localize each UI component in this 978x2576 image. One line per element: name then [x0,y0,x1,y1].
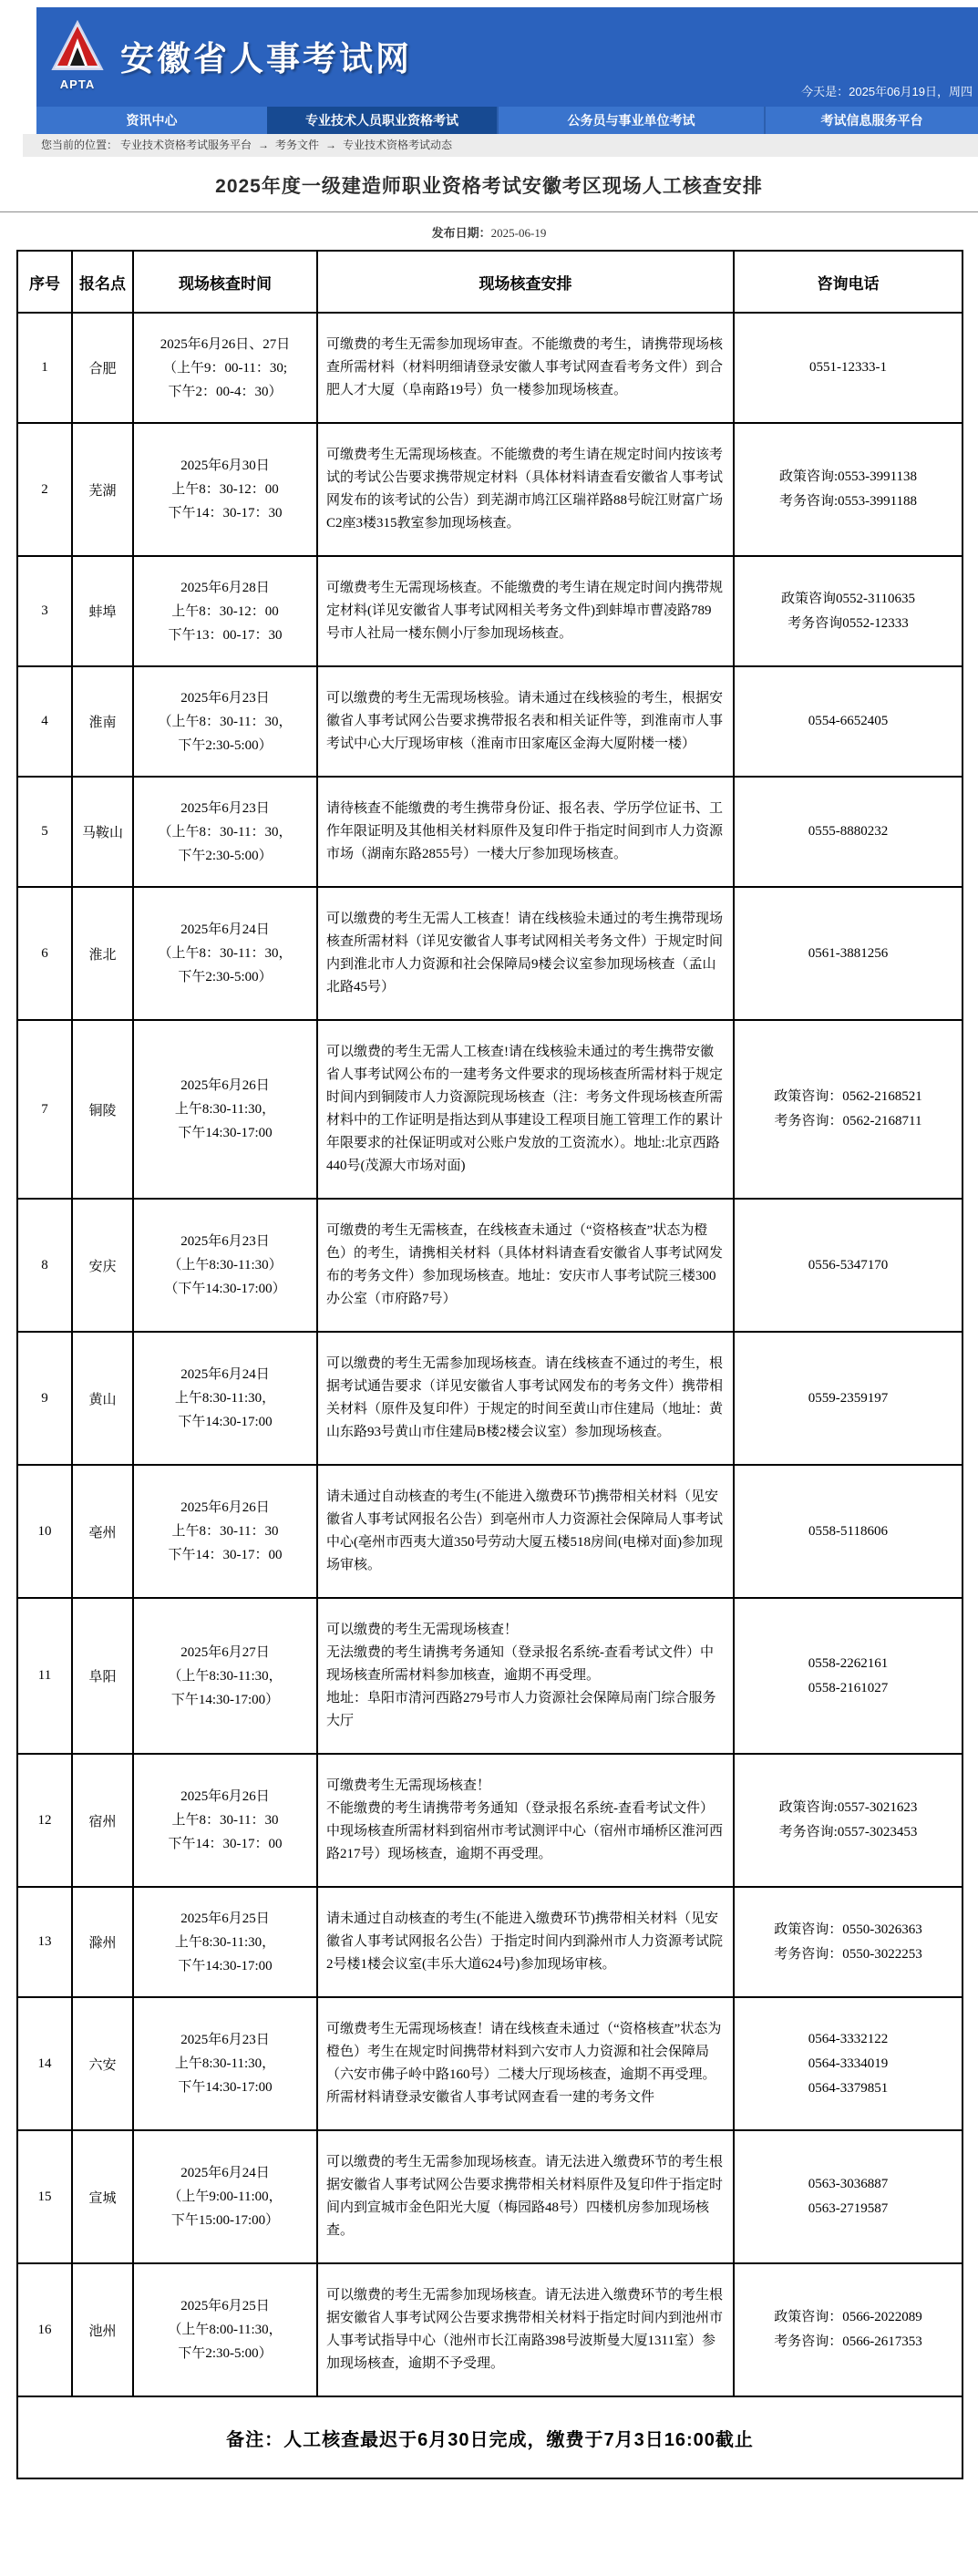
table-row [17,1754,963,1887]
table-row [17,2130,963,2263]
table-row [17,1598,963,1754]
breadcrumb-arrow-icon: → [325,139,337,151]
breadcrumb-link-service-platform[interactable]: 专业技术资格考试服务平台 [120,139,252,151]
table-row [17,1332,963,1465]
site-title: 安徽省人事考试网 [120,40,412,77]
bottom-margin [0,2479,978,2485]
cell-phone: 0563-3036887 0563-2719587 [734,2130,963,2263]
cell-arrangement: 可以缴费的考生无需参加现场核查。请无法进入缴费环节的考生根据安徽省人事考试网公告要求携带相关材料于指定时间内到池州市人事考试指导中心（池州市长江南路398号波斯曼大厦1311室）参加现场核查，逾期不予受理。 [317,2263,734,2396]
table-row [17,423,963,556]
col-header-arrangement: 现场核查安排 [317,251,734,313]
cell-site: 六安 [72,1997,133,2130]
today-date: 今天是：2025年06月19日，周四 [801,85,973,98]
cell-time: 2025年6月26日 上午8：30-11：30 下午14：30-17：00 [133,1465,317,1598]
cell-arrangement: 请未通过自动核查的考生(不能进入缴费环节)携带相关材料（见安徽省人事考试网报名公告）到亳州市人力资源社会保障局人事考试中心(亳州市西夷大道350号劳动大厦五楼518房间(电梯对面)参加现场审核。 [317,1465,734,1598]
cell-phone: 政策咨询：0562-2168521 考务咨询：0562-2168711 [734,1020,963,1199]
table-note-row [17,2396,963,2478]
nav-item-civil-servant-exam[interactable]: 公务员与事业单位考试 [497,107,764,134]
cell-phone: 政策咨询：0566-2022089 考务咨询：0566-2617353 [734,2263,963,2396]
cell-seq: 16 [17,2263,72,2396]
breadcrumb-link-exam-news[interactable]: 专业技术资格考试动态 [343,139,453,151]
cell-phone: 0558-5118606 [734,1465,963,1598]
col-header-seq: 序号 [17,251,72,313]
nav-item-news-center[interactable]: 资讯中心 [126,113,178,128]
cell-time: 2025年6月26日 上午8：30-11：30 下午14：30-17：00 [133,1754,317,1887]
table-row [17,1887,963,1997]
cell-seq: 2 [17,423,72,556]
cell-time: 2025年6月23日 上午8:30-11:30， 下午14:30-17:00 [133,1997,317,2130]
cell-seq: 13 [17,1887,72,1997]
cell-phone: 0551-12333-1 [734,313,963,423]
cell-phone: 0558-2262161 0558-2161027 [734,1598,963,1754]
cell-seq: 5 [17,777,72,887]
cell-seq: 3 [17,556,72,666]
table-header-row [17,251,963,313]
cell-site: 合肥 [72,313,133,423]
col-header-phone: 咨询电话 [734,251,963,313]
cell-phone: 0556-5347170 [734,1199,963,1332]
cell-seq: 1 [17,313,72,423]
top-margin [0,0,978,7]
publish-date-value: 2025-06-19 [490,226,547,240]
note-text: 备注：人工核查最迟于6月30日完成，缴费于7月3日16:00截止 [17,2396,963,2478]
cell-site: 芜湖 [72,423,133,556]
cell-seq: 8 [17,1199,72,1332]
cell-phone: 0555-8880232 [734,777,963,887]
table-row [17,666,963,777]
cell-time: 2025年6月27日 （上午8:30-11:30， 下午14:30-17:00） [133,1598,317,1754]
breadcrumb [23,134,978,157]
cell-time: 2025年6月28日 上午8：30-12：00 下午13：00-17：30 [133,556,317,666]
page-title: 2025年度一级建造师职业资格考试安徽考区现场人工核查安排 [215,176,763,197]
cell-phone: 0564-3332122 0564-3334019 0564-3379851 [734,1997,963,2130]
title-divider [0,211,978,212]
cell-arrangement: 可缴费考生无需现场核查。不能缴费的考生请在规定时间内按该考试的考试公告要求携带规定材料（具体材料请查看安徽省人事考试网发布的该考试的公告）到芜湖市鸠江区瑞祥路88号皖江财富广场C2座3楼315教室参加现场核查。 [317,423,734,556]
verification-schedule-table [16,250,963,2479]
cell-arrangement: 可缴费的考生无需核查，在线核查未通过（“资格核查”状态为橙色）的考生，请携相关材料（具体材料请查看安徽省人事考试网发布的考务文件）参加现场核查。地址：安庆市人事考试院三楼300办公室（市府路7号） [317,1199,734,1332]
cell-seq: 15 [17,2130,72,2263]
cell-arrangement: 可以缴费的考生无需参加现场核查。请在线核查不通过的考生，根据考试通告要求（详见安徽省人事考试网发布的考务文件）携带相关材料（原件及复印件）于规定的时间至黄山市住建局（地址：黄山东路93号黄山市住建局B楼2楼会议室）参加现场核查。 [317,1332,734,1465]
cell-time: 2025年6月26日 上午8:30-11:30， 下午14:30-17:00 [133,1020,317,1199]
cell-phone: 0554-6652405 [734,666,963,777]
apta-logo-icon [49,20,106,77]
cell-time: 2025年6月23日 （上午8:30-11:30） （下午14:30-17:00） [133,1199,317,1332]
cell-arrangement: 请待核查不能缴费的考生携带身份证、报名表、学历学位证书、工作年限证明及其他相关材料原件及复印件于指定时间到市人力资源市场（湖南东路2855号）一楼大厅参加现场核查。 [317,777,734,887]
cell-phone: 政策咨询0552-3110635 考务咨询0552-12333 [734,556,963,666]
cell-arrangement: 可以缴费的考生无需参加现场核查。请无法进入缴费环节的考生根据安徽省人事考试网公告要求携带相关材料原件及复印件于指定时间内到宣城市金色阳光大厦（梅园路48号）四楼机房参加现场核查。 [317,2130,734,2263]
cell-arrangement: 可缴费考生无需现场核查！ 不能缴费的考生请携带考务通知（登录报名系统-查看考试文件）中现场核查所需材料到宿州市考试测评中心（宿州市埇桥区淮河西路217号）现场核查，逾期不再受理。 [317,1754,734,1887]
cell-arrangement: 可缴费的考生无需参加现场审查。不能缴费的考生，请携带现场核查所需材料（材料明细请登录安徽人事考试网查看考务文件）到合肥人才大厦（阜南路19号）负一楼参加现场核查。 [317,313,734,423]
breadcrumb-arrow-icon: → [258,139,270,151]
cell-arrangement: 可缴费考生无需现场核查！请在线核查未通过（“资格核查”状态为橙色）考生在规定时间携带材料到六安市人力资源和社会保障局（六安市佛子岭中路160号）二楼大厅现场核查，逾期不再受理。所需材料请登录安徽省人事考试网查看一建的考务文件 [317,1997,734,2130]
breadcrumb-prefix: 您当前的位置： [41,139,118,151]
cell-phone: 政策咨询：0550-3026363 考务咨询：0550-3022253 [734,1887,963,1997]
nav-item-professional-qualification-exam[interactable]: 专业技术人员职业资格考试 [267,107,497,134]
apta-logo-text: APTA [59,77,96,91]
cell-seq: 12 [17,1754,72,1887]
site-header [36,7,978,107]
cell-time: 2025年6月23日 （上午8：30-11：30， 下午2:30-5:00） [133,777,317,887]
cell-time: 2025年6月24日 （上午9:00-11:00， 下午15:00-17:00） [133,2130,317,2263]
cell-time: 2025年6月24日 （上午8：30-11：30， 下午2:30-5:00） [133,887,317,1020]
cell-arrangement: 可以缴费的考生无需现场核验。请未通过在线核验的考生，根据安徽省人事考试网公告要求携带报名表和相关证件等，到淮南市人事考试中心大厅现场审核（淮南市田家庵区金海大厦附楼一楼） [317,666,734,777]
table-row [17,1997,963,2130]
cell-phone: 政策咨询:0553-3991138 考务咨询:0553-3991188 [734,423,963,556]
table-row [17,777,963,887]
breadcrumb-link-exam-documents[interactable]: 考务文件 [275,139,320,151]
cell-phone: 0559-2359197 [734,1332,963,1465]
cell-arrangement: 可以缴费的考生无需现场核查！ 无法缴费的考生请携考务通知（登录报名系统-查看考试文件）中现场核查所需材料参加核查，逾期不再受理。 地址：阜阳市清河西路279号市人力资源社会保障局南门综合服务大厅 [317,1598,734,1754]
cell-arrangement: 可缴费考生无需现场核查。不能缴费的考生请在规定时间内携带规定材料(详见安徽省人事考试网相关考务文件)到蚌埠市曹凌路789号市人社局一楼东侧小厅参加现场核查。 [317,556,734,666]
cell-site: 池州 [72,2263,133,2396]
main-nav [36,107,978,134]
cell-arrangement: 可以缴费的考生无需人工核查!请在线核验未通过的考生携带安徽省人事考试网公布的一建考务文件要求的现场核查所需材料于规定时间内到铜陵市人力资源院现场核查（注：考务文件现场核查所需材料中的工作证明是指达到从事建设工程项目施工管理工作的累计年限要求的社保证明或对公账户发放的工资流水）。地址:北京西路440号(茂源大市场对面) [317,1020,734,1199]
cell-site: 阜阳 [72,1598,133,1754]
cell-seq: 4 [17,666,72,777]
cell-arrangement: 可以缴费的考生无需人工核查！请在线核验未通过的考生携带现场核查所需材料（详见安徽省人事考试网相关考务文件）于规定时间内到淮北市人力资源和社会保障局9楼会议室参加现场核查（孟山北路45号） [317,887,734,1020]
table-row [17,1020,963,1199]
cell-site: 铜陵 [72,1020,133,1199]
cell-time: 2025年6月24日 上午8:30-11:30， 下午14:30-17:00 [133,1332,317,1465]
cell-site: 蚌埠 [72,556,133,666]
col-header-site: 报名点 [72,251,133,313]
table-row [17,1199,963,1332]
cell-seq: 9 [17,1332,72,1465]
publish-date-label: 发布日期： [431,226,491,240]
cell-site: 宣城 [72,2130,133,2263]
cell-seq: 10 [17,1465,72,1598]
cell-phone: 0561-3881256 [734,887,963,1020]
table-row [17,887,963,1020]
cell-site: 宿州 [72,1754,133,1887]
cell-time: 2025年6月26日、27日 （上午9：00-11：30; 下午2：00-4：30） [133,313,317,423]
table-row [17,2263,963,2396]
cell-site: 亳州 [72,1465,133,1598]
cell-time: 2025年6月23日 （上午8：30-11：30， 下午2:30-5:00） [133,666,317,777]
cell-site: 滁州 [72,1887,133,1997]
cell-seq: 7 [17,1020,72,1199]
cell-site: 马鞍山 [72,777,133,887]
cell-time: 2025年6月25日 上午8:30-11:30， 下午14:30-17:00 [133,1887,317,1997]
cell-site: 黄山 [72,1332,133,1465]
cell-site: 淮北 [72,887,133,1020]
table-row [17,1465,963,1598]
publish-date [0,223,978,241]
cell-seq: 11 [17,1598,72,1754]
cell-seq: 6 [17,887,72,1020]
col-header-time: 现场核查时间 [133,251,317,313]
cell-seq: 14 [17,1997,72,2130]
cell-phone: 政策咨询:0557-3021623 考务咨询:0557-3023453 [734,1754,963,1887]
table-row [17,313,963,423]
cell-site: 淮南 [72,666,133,777]
site-logo[interactable] [49,20,106,91]
cell-time: 2025年6月25日 （上午8:00-11:30， 下午2:30-5:00） [133,2263,317,2396]
table-row [17,556,963,666]
cell-arrangement: 请未通过自动核查的考生(不能进入缴费环节)携带相关材料（见安徽省人事考试网报名公告）于指定时间内到滁州市人力资源考试院2号楼1楼会议室(丰乐大道624号)参加现场审核。 [317,1887,734,1997]
cell-site: 安庆 [72,1199,133,1332]
nav-item-exam-info-platform[interactable]: 考试信息服务平台 [764,107,978,134]
cell-time: 2025年6月30日 上午8：30-12：00 下午14：30-17：30 [133,423,317,556]
